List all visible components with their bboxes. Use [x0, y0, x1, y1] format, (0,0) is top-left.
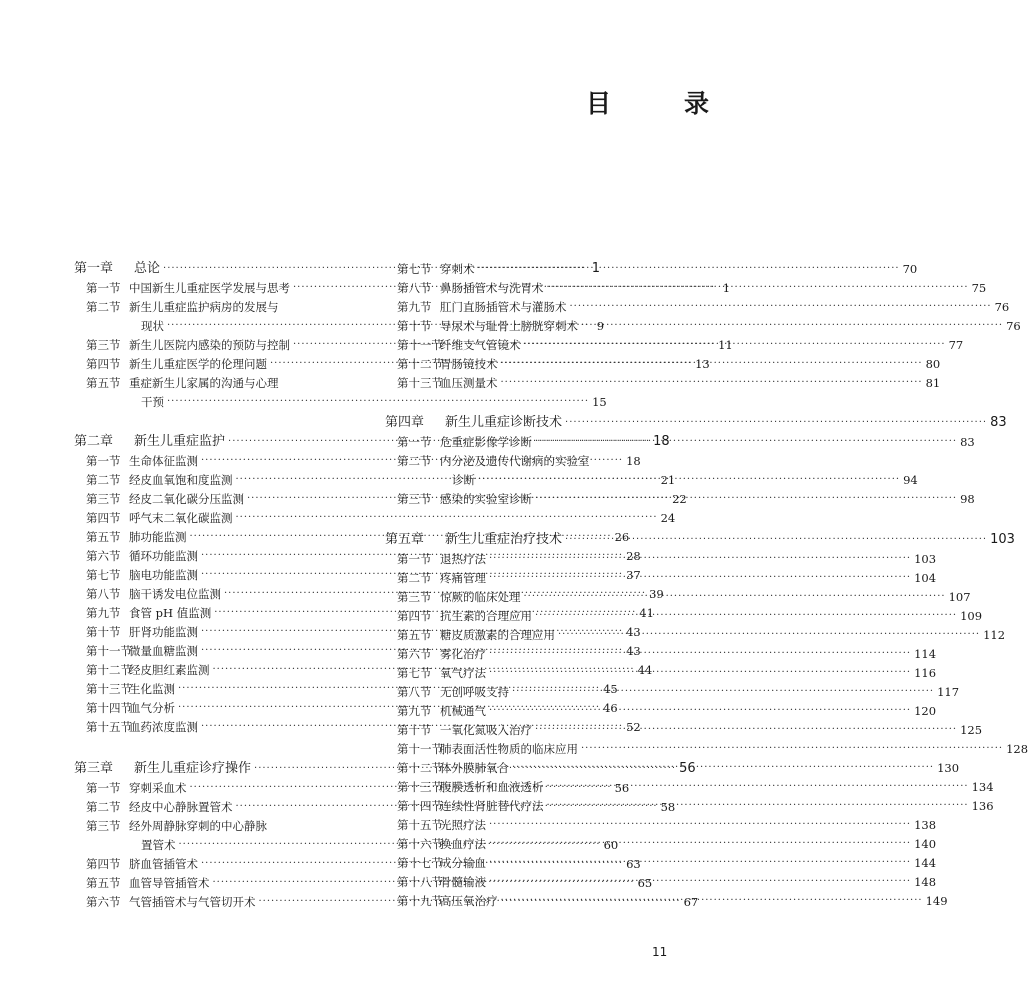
page-ref: 134 — [971, 780, 994, 794]
section-label: 第八节 — [397, 685, 432, 699]
toc-section-entry — [385, 664, 937, 682]
page-ref: 37 — [626, 568, 641, 582]
toc-section-entry — [385, 317, 1021, 335]
leader-dots — [489, 816, 911, 834]
section-label: 第二节 — [86, 800, 121, 814]
entry-title: 糖皮质激素的合理应用 — [440, 628, 555, 642]
leader-dots — [547, 797, 969, 815]
leader-dots — [478, 471, 900, 489]
entry-title: 穿刺术 — [440, 262, 475, 276]
entry-title: 成分输血 — [440, 856, 486, 870]
page-ref: 44 — [637, 663, 653, 677]
leader-dots — [501, 355, 923, 373]
entry-title: 危重症影像学诊断 — [440, 435, 532, 449]
page-ref: 9 — [596, 319, 605, 333]
leader-dots — [535, 433, 957, 451]
toc-chapter-entry — [385, 414, 1007, 432]
section-label: 第十九节 — [397, 894, 443, 908]
entry-title: 微量血糖监测 — [129, 644, 198, 658]
entry-title: 导尿术与耻骨上膀胱穿刺术 — [440, 319, 578, 333]
entry-title: 抗生素的合理应用 — [440, 609, 532, 623]
toc-section-entry — [385, 835, 937, 853]
page-ref: 83 — [990, 415, 1007, 430]
page-ref: 128 — [1006, 742, 1028, 756]
entry-title: 雾化治疗 — [440, 647, 486, 661]
leader-dots — [558, 626, 980, 644]
page-ref: 117 — [937, 685, 960, 699]
leader-dots — [524, 588, 946, 606]
entry-title: 疼痛管理 — [440, 571, 486, 585]
entry-title: 新生儿重症监护病房的发展与 — [129, 300, 279, 314]
toc-section-entry — [385, 854, 937, 872]
page-ref: 109 — [960, 609, 983, 623]
entry-title: 循环功能监测 — [129, 549, 198, 563]
entry-title: 骨髓输液 — [440, 875, 486, 889]
entry-title: 脐血管插管术 — [129, 857, 198, 871]
page-ref: 70 — [902, 262, 918, 276]
entry-title: 血药浓度监测 — [129, 720, 198, 734]
section-label: 第十节 — [397, 319, 432, 333]
page-ref: 58 — [660, 800, 676, 814]
section-label: 第一节 — [86, 281, 121, 295]
page-ref: 81 — [925, 376, 941, 390]
entry-title: 惊厥的临床处理 — [440, 590, 521, 604]
page-ref: 107 — [948, 590, 971, 604]
section-label: 第九节 — [397, 704, 432, 718]
page-ref: 56 — [679, 761, 696, 776]
leader-dots — [489, 873, 911, 891]
entry-title: 食管 pH 值监测 — [129, 606, 212, 620]
page-ref: 1 — [722, 281, 731, 295]
entry-title: 无创呼吸支持 — [440, 685, 509, 699]
leader-dots — [489, 854, 911, 872]
entry-title: 鼻肠插管术与洗胃术 — [440, 281, 544, 295]
section-label: 第十三节 — [397, 780, 443, 794]
page-ref: 80 — [925, 357, 941, 371]
page-number: 11 — [652, 945, 668, 959]
page-ref: 18 — [626, 454, 641, 468]
toc-section-entry — [74, 374, 364, 392]
leader-dots — [489, 569, 911, 587]
page-ref: 125 — [960, 723, 983, 737]
entry-title: 体外膜肺氧合 — [440, 761, 509, 775]
toc-section-entry — [385, 721, 983, 739]
section-label: 第二节 — [86, 473, 121, 487]
entry-title: 干预 — [141, 395, 164, 409]
toc-section-entry — [74, 393, 607, 411]
leader-dots — [535, 721, 957, 739]
toc-chapter-entry — [385, 531, 1015, 549]
chapter-label: 第二章 — [74, 434, 114, 449]
entry-title: 新生儿重症监护 — [134, 434, 226, 449]
leader-dots — [565, 531, 987, 549]
page-ref: 41 — [639, 606, 654, 620]
leader-dots — [512, 759, 934, 777]
section-label: 第九节 — [86, 606, 121, 620]
entry-title: 连续性肾脏替代疗法 — [440, 799, 544, 813]
entry-title: 退热疗法 — [440, 552, 486, 566]
leader-dots — [547, 778, 969, 796]
section-label: 第四节 — [86, 857, 121, 871]
entry-title: 血气分析 — [129, 701, 175, 715]
page-ref: 103 — [914, 552, 937, 566]
section-label: 第六节 — [397, 647, 432, 661]
page-ref: 18 — [653, 434, 670, 449]
section-label: 第十四节 — [86, 701, 132, 715]
toc-section-entry — [385, 569, 937, 587]
section-label: 第五节 — [86, 376, 121, 390]
leader-dots — [489, 702, 911, 720]
entry-title: 经皮胆红素监测 — [129, 663, 210, 677]
toc-section-entry — [385, 260, 918, 278]
section-label: 第五节 — [86, 530, 121, 544]
entry-title: 生化监测 — [129, 682, 175, 696]
page-ref: 13 — [695, 357, 710, 371]
entry-title: 纤维支气管镜术 — [440, 338, 521, 352]
entry-title: 光照疗法 — [440, 818, 486, 832]
leader-dots — [236, 509, 658, 527]
page-ref: 1 — [591, 261, 601, 276]
section-label: 第三节 — [397, 492, 432, 506]
section-label: 第二节 — [397, 571, 432, 585]
toc-section-entry — [385, 702, 937, 720]
page-ref: 83 — [960, 435, 975, 449]
section-label: 第七节 — [86, 568, 121, 582]
section-label: 第三节 — [86, 819, 121, 833]
section-label: 第十二节 — [397, 357, 443, 371]
entry-title: 呼气末二氧化碳监测 — [129, 511, 233, 525]
section-label: 第四节 — [86, 511, 121, 525]
page-ref: 63 — [626, 857, 641, 871]
toc-section-entry — [385, 607, 983, 625]
page-ref: 45 — [603, 682, 618, 696]
leader-dots — [547, 279, 969, 297]
entry-title: 一氧化氮吸入治疗 — [440, 723, 532, 737]
section-label: 第六节 — [86, 549, 121, 563]
section-label: 第十二节 — [397, 761, 443, 775]
toc-section-entry — [385, 452, 670, 470]
toc-section-entry — [385, 645, 937, 663]
section-label: 第七节 — [397, 666, 432, 680]
toc-section-entry — [385, 797, 994, 815]
toc-section-entry — [385, 433, 975, 451]
entry-title: 血管导管插管术 — [129, 876, 210, 890]
page-ref: 65 — [637, 876, 653, 890]
leader-dots — [501, 374, 923, 392]
toc-section-entry — [385, 374, 941, 392]
entry-title: 感染的实验室诊断 — [440, 492, 532, 506]
toc-section-entry — [385, 740, 1028, 758]
leader-dots — [535, 490, 957, 508]
page-ref: 75 — [971, 281, 987, 295]
page-ref: 22 — [672, 492, 687, 506]
entry-title: 胃肠镜技术 — [440, 357, 498, 371]
page-ref: 77 — [948, 338, 964, 352]
page-ref: 114 — [914, 647, 937, 661]
page-title: 目 录 — [586, 89, 734, 118]
section-label: 第一节 — [86, 781, 121, 795]
entry-title: 机械通气 — [440, 704, 486, 718]
page-ref: 104 — [914, 571, 937, 585]
entry-title: 换血疗法 — [440, 837, 486, 851]
page-ref: 120 — [914, 704, 937, 718]
page-ref: 39 — [649, 587, 664, 601]
section-label: 第十五节 — [397, 818, 443, 832]
entry-title: 肺功能监测 — [129, 530, 187, 544]
toc-section-entry — [385, 626, 1006, 644]
page-ref: 148 — [914, 875, 937, 889]
leader-dots — [524, 336, 946, 354]
section-label: 第四节 — [86, 357, 121, 371]
section-label: 第五节 — [397, 628, 432, 642]
section-label: 第八节 — [397, 281, 432, 295]
section-label: 第十一节 — [397, 338, 443, 352]
page-ref: 52 — [626, 720, 641, 734]
section-label: 第十八节 — [397, 875, 443, 889]
section-label: 第一节 — [86, 454, 121, 468]
entry-title: 诊断 — [452, 473, 475, 487]
entry-title: 氧气疗法 — [440, 666, 486, 680]
section-label: 第一节 — [397, 435, 432, 449]
entry-title: 经皮二氧化碳分压监测 — [129, 492, 244, 506]
entry-title: 新生儿重症医学的伦理问题 — [129, 357, 267, 371]
entry-title: 经皮血氧饱和度监测 — [129, 473, 233, 487]
page-ref: 67 — [683, 895, 699, 909]
toc-section-entry — [385, 873, 937, 891]
toc-section-entry — [385, 279, 987, 297]
section-label: 第一节 — [397, 552, 432, 566]
leader-dots — [581, 317, 1003, 335]
toc-section-entry — [385, 816, 937, 834]
entry-title: 腹膜透析和血液透析 — [440, 780, 544, 794]
section-label: 第二节 — [86, 300, 121, 314]
entry-title: 重症新生儿家属的沟通与心理 — [129, 376, 279, 390]
entry-title: 经外周静脉穿刺的中心静脉 — [129, 819, 267, 833]
toc-section-entry — [385, 588, 971, 606]
toc-section-entry — [385, 550, 937, 568]
section-label: 第三节 — [86, 338, 121, 352]
leader-dots — [535, 607, 957, 625]
page-ref: 98 — [960, 492, 975, 506]
page-ref: 136 — [971, 799, 994, 813]
entry-title: 肛门直肠插管术与灌肠术 — [440, 300, 567, 314]
entry-title: 总论 — [134, 261, 161, 276]
leader-dots — [489, 664, 911, 682]
page-ref: 56 — [614, 781, 630, 795]
section-label: 第三节 — [86, 492, 121, 506]
section-label: 第十七节 — [397, 856, 443, 870]
section-label: 第十一节 — [86, 644, 132, 658]
page-ref: 28 — [626, 549, 641, 563]
leader-dots — [167, 393, 589, 411]
chapter-label: 第四章 — [385, 415, 425, 430]
page-ref: 43 — [626, 625, 641, 639]
toc-section-entry — [385, 471, 918, 489]
entry-title: 新生儿重症治疗技术 — [445, 532, 563, 547]
page-ref: 76 — [1006, 319, 1021, 333]
page-ref: 103 — [990, 532, 1015, 547]
toc-section-entry — [74, 298, 364, 316]
entry-title: 现状 — [141, 319, 164, 333]
chapter-label: 第五章 — [385, 532, 425, 547]
section-label: 第十一节 — [397, 742, 443, 756]
page-ref: 26 — [614, 530, 630, 544]
toc-section-entry — [385, 778, 994, 796]
section-label: 第十五节 — [86, 720, 132, 734]
leader-dots — [565, 414, 987, 432]
entry-title: 肺表面活性物质的临床应用 — [440, 742, 578, 756]
leader-dots — [570, 298, 992, 316]
leader-dots — [489, 550, 911, 568]
leader-dots — [489, 645, 911, 663]
page-ref: 138 — [914, 818, 937, 832]
entry-title: 新生儿医院内感染的预防与控制 — [129, 338, 290, 352]
page-ref: 60 — [603, 838, 619, 852]
entry-title: 肝肾功能监测 — [129, 625, 198, 639]
entry-title: 置管术 — [141, 838, 176, 852]
section-label: 第十四节 — [397, 799, 443, 813]
section-label: 第十节 — [397, 723, 432, 737]
entry-title: 内分泌及遗传代谢病的实验室 — [440, 454, 590, 468]
page-ref: 140 — [914, 837, 937, 851]
chapter-label: 第三章 — [74, 761, 114, 776]
entry-title: 高压氧治疗 — [440, 894, 498, 908]
section-label: 第六节 — [86, 895, 121, 909]
page-ref: 21 — [660, 473, 676, 487]
section-label: 第八节 — [86, 587, 121, 601]
section-label: 第十六节 — [397, 837, 443, 851]
page-ref: 43 — [626, 644, 641, 658]
entry-title: 经皮中心静脉置管术 — [129, 800, 233, 814]
page-ref: 112 — [983, 628, 1006, 642]
page-ref: 76 — [994, 300, 1010, 314]
toc-section-entry — [74, 817, 364, 835]
page-ref: 11 — [718, 338, 733, 352]
page-ref: 144 — [914, 856, 937, 870]
toc-section-entry — [74, 509, 676, 527]
entry-title: 新生儿重症诊断技术 — [445, 415, 563, 430]
page-ref: 46 — [603, 701, 618, 715]
entry-title: 气管插管术与气管切开术 — [129, 895, 256, 909]
entry-title: 穿刺采血术 — [129, 781, 187, 795]
leader-dots — [489, 835, 911, 853]
toc-section-entry — [385, 298, 1010, 316]
section-label: 第十二节 — [86, 663, 132, 677]
section-label: 第十三节 — [86, 682, 132, 696]
entry-title: 脑干诱发电位监测 — [129, 587, 221, 601]
leader-dots — [512, 683, 934, 701]
page-ref: 130 — [937, 761, 960, 775]
section-label: 第二节 — [397, 454, 432, 468]
toc-section-entry — [385, 683, 960, 701]
leader-dots — [581, 740, 1003, 758]
leader-dots — [478, 260, 900, 278]
section-label: 第九节 — [397, 300, 432, 314]
chapter-label: 第一章 — [74, 261, 114, 276]
entry-title: 新生儿重症诊疗操作 — [134, 761, 252, 776]
entry-title: 生命体征监测 — [129, 454, 198, 468]
section-label: 第十三节 — [397, 376, 443, 390]
page-ref: 94 — [903, 473, 918, 487]
section-label: 第三节 — [397, 590, 432, 604]
section-label: 第五节 — [86, 876, 121, 890]
entry-title: 脑电功能监测 — [129, 568, 198, 582]
section-label: 第七节 — [397, 262, 432, 276]
page-ref: 116 — [914, 666, 937, 680]
section-label: 第四节 — [397, 609, 432, 623]
section-label: 第十节 — [86, 625, 121, 639]
leader-dots — [501, 892, 923, 910]
entry-title: 中国新生儿重症医学发展与思考 — [129, 281, 290, 295]
page-ref: 24 — [660, 511, 676, 525]
page-ref: 15 — [592, 395, 607, 409]
entry-title: 血压测量术 — [440, 376, 498, 390]
page-ref: 149 — [925, 894, 948, 908]
